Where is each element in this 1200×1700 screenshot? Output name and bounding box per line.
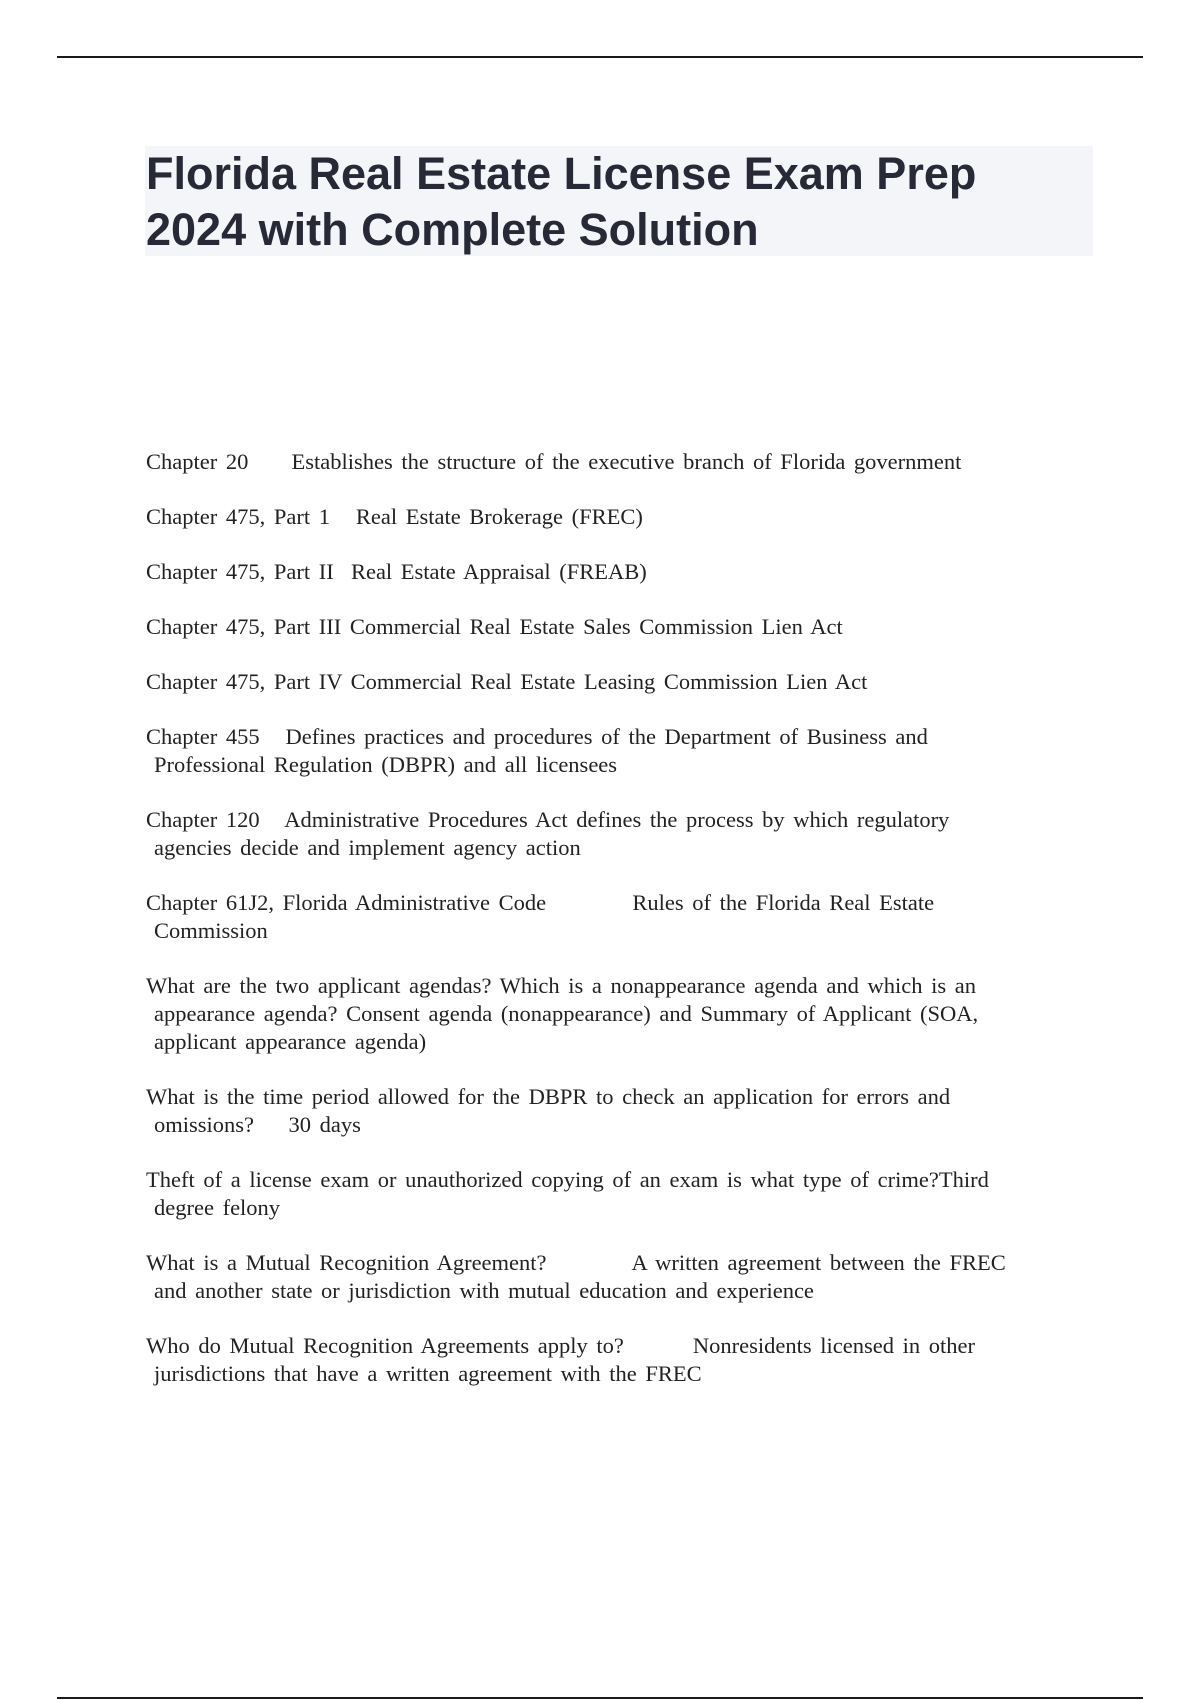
top-rule [57, 56, 1143, 58]
qa-entry [146, 723, 1076, 779]
qa-entry [146, 1166, 1076, 1222]
qa-entry-line: Chapter 475, Part IV Commercial Real Estate Leasing Commission Lien Act [146, 669, 868, 694]
page-title-line-1: Florida Real Estate License Exam Prep [146, 148, 977, 199]
qa-entry [146, 448, 1076, 476]
qa-entry-line: What is a Mutual Recognition Agreement? A written agreement between the FREC [146, 1250, 1006, 1275]
qa-entry [146, 889, 1076, 945]
bottom-rule [57, 1697, 1143, 1699]
qa-entry-line: Chapter 61J2, Florida Administrative Code Rules of the Florida Real Estate [146, 890, 935, 915]
qa-entry-line: What are the two applicant agendas? Which is a nonappearance agenda and which is an [146, 973, 976, 998]
qa-entry-line: Professional Regulation (DBPR) and all licensees [154, 752, 618, 777]
qa-entry-list [146, 448, 1076, 1415]
qa-entry [146, 558, 1076, 586]
qa-entry [146, 806, 1076, 862]
qa-entry-line: Chapter 20 Establishes the structure of the executive branch of Florida government [146, 449, 962, 474]
qa-entry [146, 1332, 1076, 1388]
qa-entry [146, 668, 1076, 696]
qa-entry-line: agencies decide and implement agency action [154, 835, 581, 860]
qa-entry-line: omissions? 30 days [154, 1112, 361, 1137]
qa-entry-line: Chapter 455 Defines practices and procedures of the Department of Business and [146, 724, 928, 749]
qa-entry-line: Chapter 120 Administrative Procedures Act defines the process by which regulatory [146, 807, 950, 832]
qa-entry-line: jurisdictions that have a written agreement with the FREC [154, 1361, 702, 1386]
qa-entry [146, 503, 1076, 531]
qa-entry-line: and another state or jurisdiction with mutual education and experience [154, 1278, 814, 1303]
qa-entry-line: degree felony [154, 1195, 281, 1220]
qa-entry-line: Chapter 475, Part III Commercial Real Estate Sales Commission Lien Act [146, 614, 843, 639]
qa-entry-line: Chapter 475, Part 1 Real Estate Brokerage (FREC) [146, 504, 643, 529]
qa-entry-line: Theft of a license exam or unauthorized copying of an exam is what type of crime?Third [146, 1167, 989, 1192]
qa-entry-line: Chapter 475, Part II Real Estate Appraisal (FREAB) [146, 559, 647, 584]
qa-entry [146, 972, 1076, 1056]
page-title-line-2: 2024 with Complete Solution [146, 204, 759, 255]
qa-entry-line: What is the time period allowed for the DBPR to check an application for errors and [146, 1084, 951, 1109]
qa-entry-line: applicant appearance agenda) [154, 1029, 427, 1054]
qa-entry-line: appearance agenda? Consent agenda (nonappearance) and Summary of Applicant (SOA, [154, 1001, 979, 1026]
qa-entry-line: Who do Mutual Recognition Agreements apply to? Nonresidents licensed in other [146, 1333, 975, 1358]
qa-entry [146, 613, 1076, 641]
qa-entry [146, 1083, 1076, 1139]
qa-entry-line: Commission [154, 918, 268, 943]
qa-entry [146, 1249, 1076, 1305]
